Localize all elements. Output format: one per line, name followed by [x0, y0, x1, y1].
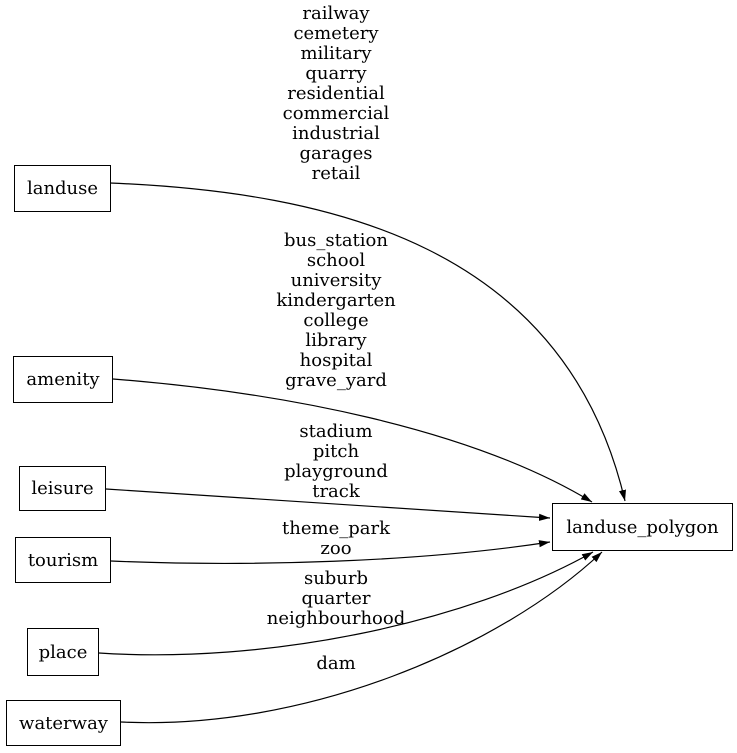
node-label: waterway: [19, 712, 108, 734]
edge-values-place: [186, 569, 486, 629]
node-amenity: [13, 356, 113, 403]
node-landuse: [14, 165, 111, 212]
node-tourism: [15, 537, 111, 583]
node-label: landuse: [26, 178, 99, 199]
edge-value-label: military: [300, 43, 372, 64]
node-label: place: [38, 641, 88, 663]
edge-value-label: bus_station: [284, 230, 388, 251]
edge-value-label: hospital: [299, 350, 373, 371]
node-label: landuse_polygon: [566, 516, 719, 538]
edge-values-leisure: [186, 422, 486, 502]
edge-value-label: residential: [287, 83, 385, 104]
edge-value-label: school: [306, 250, 366, 271]
edge-value-label: cemetery: [293, 23, 379, 44]
edge-value-label: dam: [316, 653, 356, 674]
edge-value-label: industrial: [292, 123, 380, 144]
edge-values-waterway: [186, 654, 486, 674]
edge-value-label: kindergarten: [276, 290, 396, 311]
edge-value-label: suburb: [303, 568, 369, 589]
edge-value-label: retail: [311, 163, 361, 184]
edge-value-label: university: [290, 270, 382, 291]
edge-value-label: theme_park: [282, 518, 390, 539]
edge-value-label: college: [303, 310, 369, 331]
edge-value-label: stadium: [299, 421, 373, 442]
edge-values-amenity: [186, 231, 486, 391]
edge-value-label: garages: [299, 143, 373, 164]
edge-value-label: library: [305, 330, 367, 351]
edge-value-label: quarter: [301, 588, 371, 609]
node-label: leisure: [31, 478, 94, 499]
edge-value-label: pitch: [312, 441, 360, 462]
edge-value-label: track: [312, 481, 360, 502]
node-label: tourism: [27, 549, 99, 571]
edge-value-label: commercial: [282, 103, 390, 124]
node-label: amenity: [26, 369, 100, 390]
edge-value-label: zoo: [320, 538, 352, 559]
edge-value-label: grave_yard: [285, 370, 387, 391]
edge-value-label: quarry: [305, 63, 367, 84]
edge-values-tourism: [186, 519, 486, 559]
node-waterway: [6, 700, 121, 746]
edge-values-landuse: [186, 4, 486, 184]
edge-value-label: neighbourhood: [266, 608, 406, 629]
node-leisure: [19, 466, 106, 511]
edge-value-label: playground: [284, 461, 388, 482]
edge-value-label: railway: [302, 3, 370, 24]
node-landuse_polygon: [552, 503, 733, 551]
node-place: [27, 628, 99, 676]
